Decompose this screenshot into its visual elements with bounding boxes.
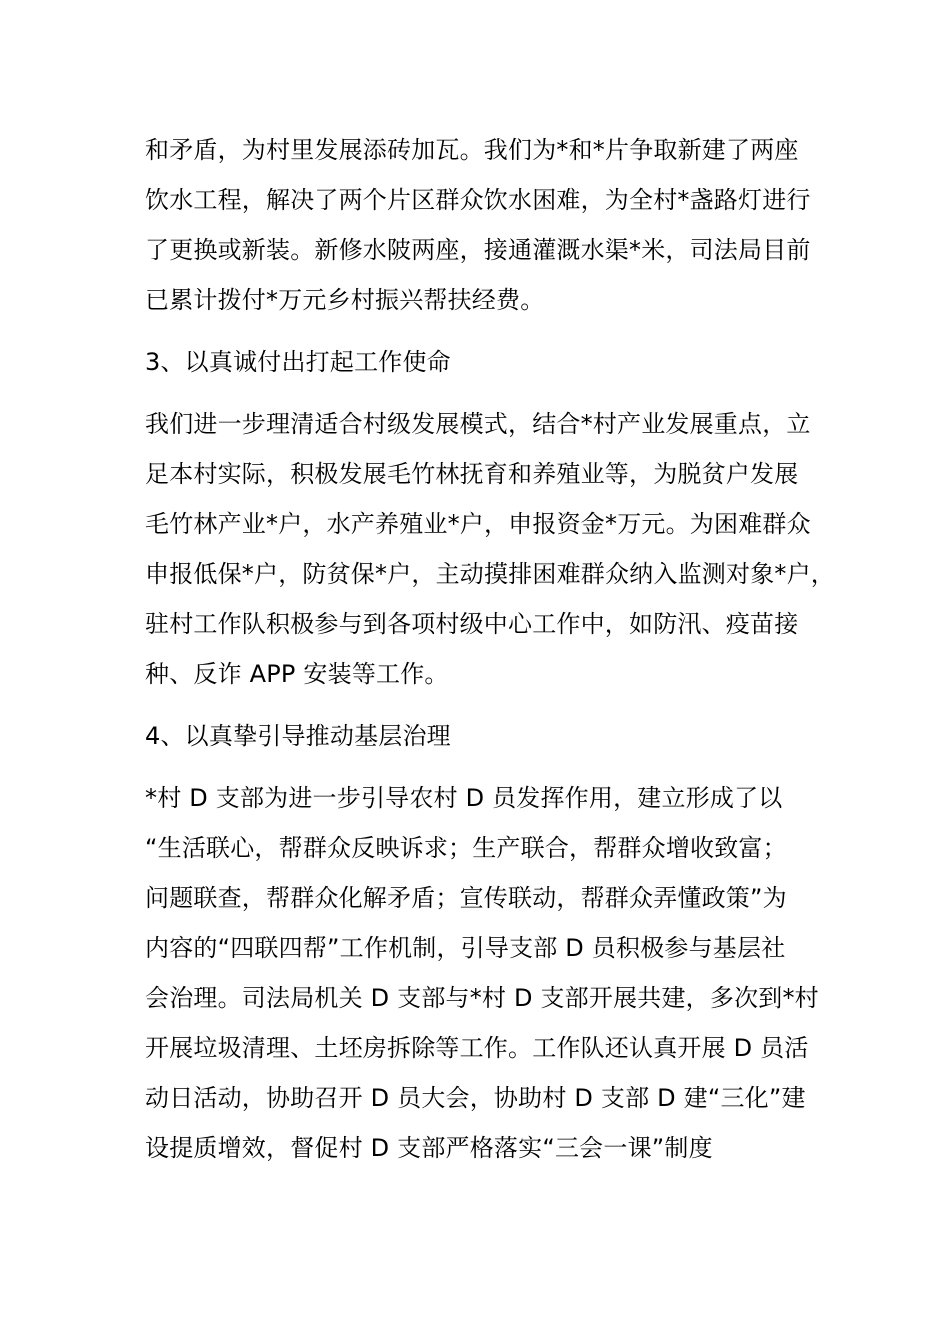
paragraph-line: 会治理。司法局机关 D 支部与*村 D 支部开展共建，多次到*村 — [145, 984, 819, 1012]
paragraph-line: 饮水工程，解决了两个片区群众饮水困难，为全村*盏路灯进行 — [145, 186, 811, 214]
paragraph-line: 种、反诈 APP 安装等工作。 — [145, 660, 449, 688]
paragraph-line: 和矛盾，为村里发展添砖加瓦。我们为*和*片争取新建了两座 — [145, 136, 799, 164]
paragraph-line: 开展垃圾清理、土坯房拆除等工作。工作队还认真开展 D 员活 — [145, 1034, 809, 1062]
paragraph-line: *村 D 支部为进一步引导农村 D 员发挥作用，建立形成了以 — [145, 784, 783, 812]
paragraph-line: 设提质增效，督促村 D 支部严格落实“三会一课”制度 — [145, 1134, 713, 1162]
paragraph-line: 足本村实际，积极发展毛竹林抚育和养殖业等，为脱贫户发展 — [145, 460, 799, 488]
paragraph-line: 了更换或新装。新修水陂两座，接通灌溉水渠*米，司法局目前 — [145, 236, 811, 264]
paragraph-line: 我们进一步理清适合村级发展模式，结合*村产业发展重点，立 — [145, 410, 811, 438]
paragraph-line: 申报低保*户，防贫保*户，主动摸排困难群众纳入监测对象*户， — [145, 560, 835, 588]
paragraph-line: 动日活动，协助召开 D 员大会，协助村 D 支部 D 建“三化”建 — [145, 1084, 806, 1112]
paragraph-line: 内容的“四联四帮”工作机制，引导支部 D 员积极参与基层社 — [145, 934, 786, 962]
section-heading-3: 3、以真诚付出打起工作使命 — [145, 348, 451, 376]
paragraph-line: 已累计拨付*万元乡村振兴帮扶经费。 — [145, 286, 545, 314]
paragraph-line: 问题联查，帮群众化解矛盾；宣传联动，帮群众弄懂政策”为 — [145, 884, 787, 912]
paragraph-line: 驻村工作队积极参与到各项村级中心工作中，如防汛、疫苗接 — [145, 610, 799, 638]
section-heading-4: 4、以真挚引导推动基层治理 — [145, 722, 451, 750]
paragraph-line: 毛竹林产业*户，水产养殖业*户，申报资金*万元。为困难群众 — [145, 510, 811, 538]
paragraph-line: “生活联心，帮群众反映诉求；生产联合，帮群众增收致富； — [145, 834, 787, 862]
